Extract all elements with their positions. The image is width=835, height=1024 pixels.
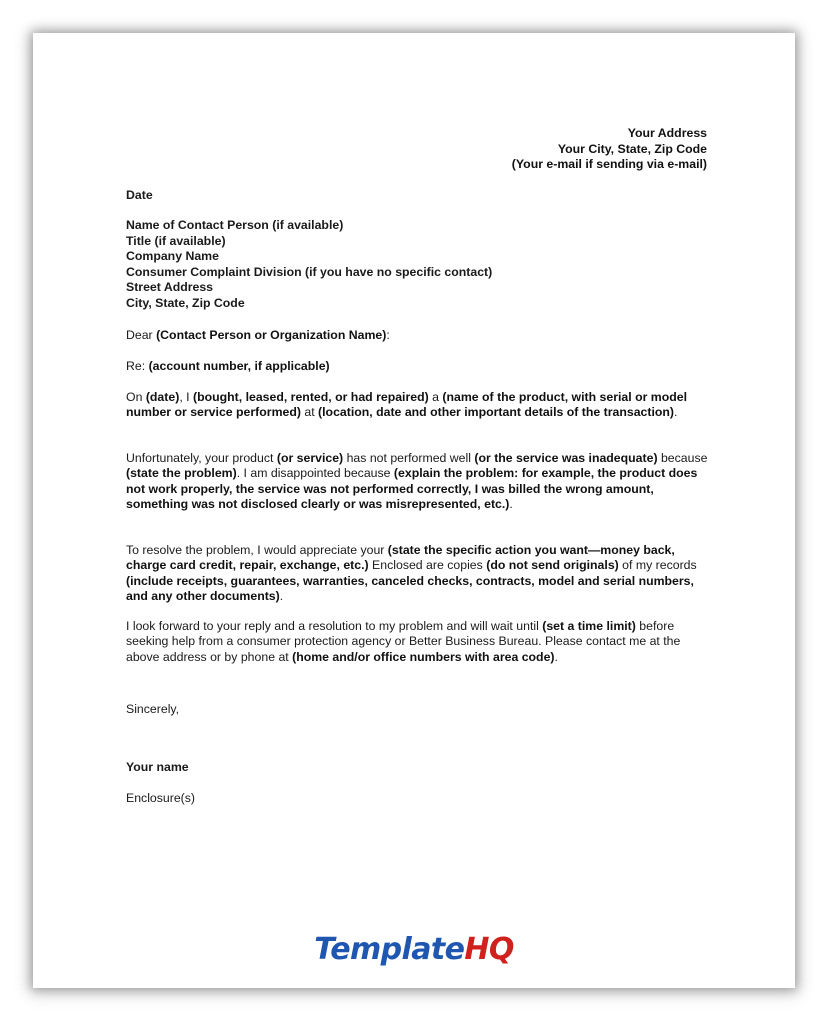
page-sheet — [33, 33, 795, 988]
p4-text-3: . — [554, 649, 558, 664]
signature-placeholder: Your name — [126, 760, 189, 774]
recipient-address-block — [126, 218, 708, 311]
p1-placeholder-3: (name of the product, with serial or model number or service performed) — [126, 390, 688, 420]
p1-text-3: a — [428, 390, 443, 404]
salutation-prefix: Dear — [126, 328, 157, 342]
p1-text-1: On — [126, 390, 146, 404]
recipient-line-5: Street Address — [126, 280, 214, 294]
paragraph-1 — [126, 390, 708, 421]
salutation-placeholder: (Contact Person or Organization Name) — [156, 328, 387, 342]
recipient-line-1: Name of Contact Person (if available) — [126, 218, 344, 232]
closing-line: Sincerely, — [126, 702, 180, 716]
sender-address-line-2: Your City, State, Zip Code — [557, 141, 707, 156]
sender-address-line-3: (Your e-mail if sending via e-mail) — [511, 157, 707, 172]
paragraph-3 — [126, 543, 708, 604]
recipient-line-3: Company Name — [126, 249, 219, 263]
p3-placeholder-2: (do not send originals) — [486, 558, 619, 573]
reference-line — [126, 359, 708, 374]
date-line: Date — [126, 188, 153, 202]
p1-text-2: , I — [179, 390, 193, 404]
salutation-suffix: : — [386, 328, 390, 342]
p2-text-1: Unfortunately, your product — [126, 451, 277, 465]
recipient-line-4: Consumer Complaint Division (if you have no specific contact) — [126, 264, 493, 279]
reference-placeholder: (account number, if applicable) — [148, 359, 330, 373]
p3-placeholder-3: (include receipts, guarantees, warranties, canceled checks, contracts, model and serial numbers, and any other documents) — [126, 573, 694, 603]
p4-placeholder-2: (home and/or office numbers with area code) — [292, 649, 555, 664]
paragraph-4 — [126, 619, 708, 665]
p3-text-1: To resolve the problem, I would appreciate your — [126, 543, 388, 557]
logo-text-hq: HQ — [464, 932, 514, 967]
templatehq-watermark-logo — [33, 932, 795, 967]
recipient-line-2: Title (if available) — [126, 233, 226, 248]
p2-placeholder-1: (or service) — [276, 451, 344, 465]
p1-text-4: at — [300, 405, 319, 420]
p2-text-4: . I am disappointed because — [236, 466, 394, 481]
p2-placeholder-3: (state the problem) — [126, 466, 237, 481]
document-page — [33, 33, 795, 988]
p4-text-1: I look forward to your reply and a resolution to my problem and will wait until — [126, 619, 543, 633]
sender-address-line-1: Your Address — [627, 126, 707, 140]
logo-text-template: Template — [314, 932, 465, 967]
p2-text-5: . — [509, 496, 513, 511]
enclosure-label: Enclosure(s) — [126, 791, 196, 805]
salutation-line — [126, 328, 708, 343]
p1-placeholder-4: (location, date and other important details of the transaction) — [318, 405, 675, 420]
p1-placeholder-2: (bought, leased, rented, or had repaired) — [192, 390, 429, 404]
p4-placeholder-1: (set a time limit) — [542, 619, 636, 633]
p3-placeholder-1: (state the specific action you want—money back, charge card credit, repair, exchange, etc.) — [126, 543, 675, 573]
p3-text-3: of my records — [618, 558, 697, 573]
p2-text-2: has not performed well — [343, 451, 475, 465]
p3-text-4: . — [279, 588, 284, 603]
p2-placeholder-4: (explain the problem: for example, the product does not work properly, the service was not performed correctly, I was billed the wrong amount, something was not disclosed clearly or was misrepresented, etc.) — [126, 466, 698, 511]
paragraph-2 — [126, 451, 708, 512]
recipient-line-6: City, State, Zip Code — [126, 295, 245, 310]
p2-text-3: because — [657, 451, 708, 465]
p4-text-2: before seeking help from a consumer protection agency or Better Business Bureau. Please contact me at the above address or by phone at — [126, 619, 681, 664]
p1-text-5: . — [674, 405, 678, 420]
p1-placeholder-1: (date) — [145, 390, 180, 404]
sender-address-block — [126, 126, 707, 173]
p2-placeholder-2: (or the service was inadequate) — [474, 451, 658, 465]
reference-prefix: Re: — [126, 359, 149, 373]
p3-text-2: Enclosed are copies — [368, 558, 487, 573]
